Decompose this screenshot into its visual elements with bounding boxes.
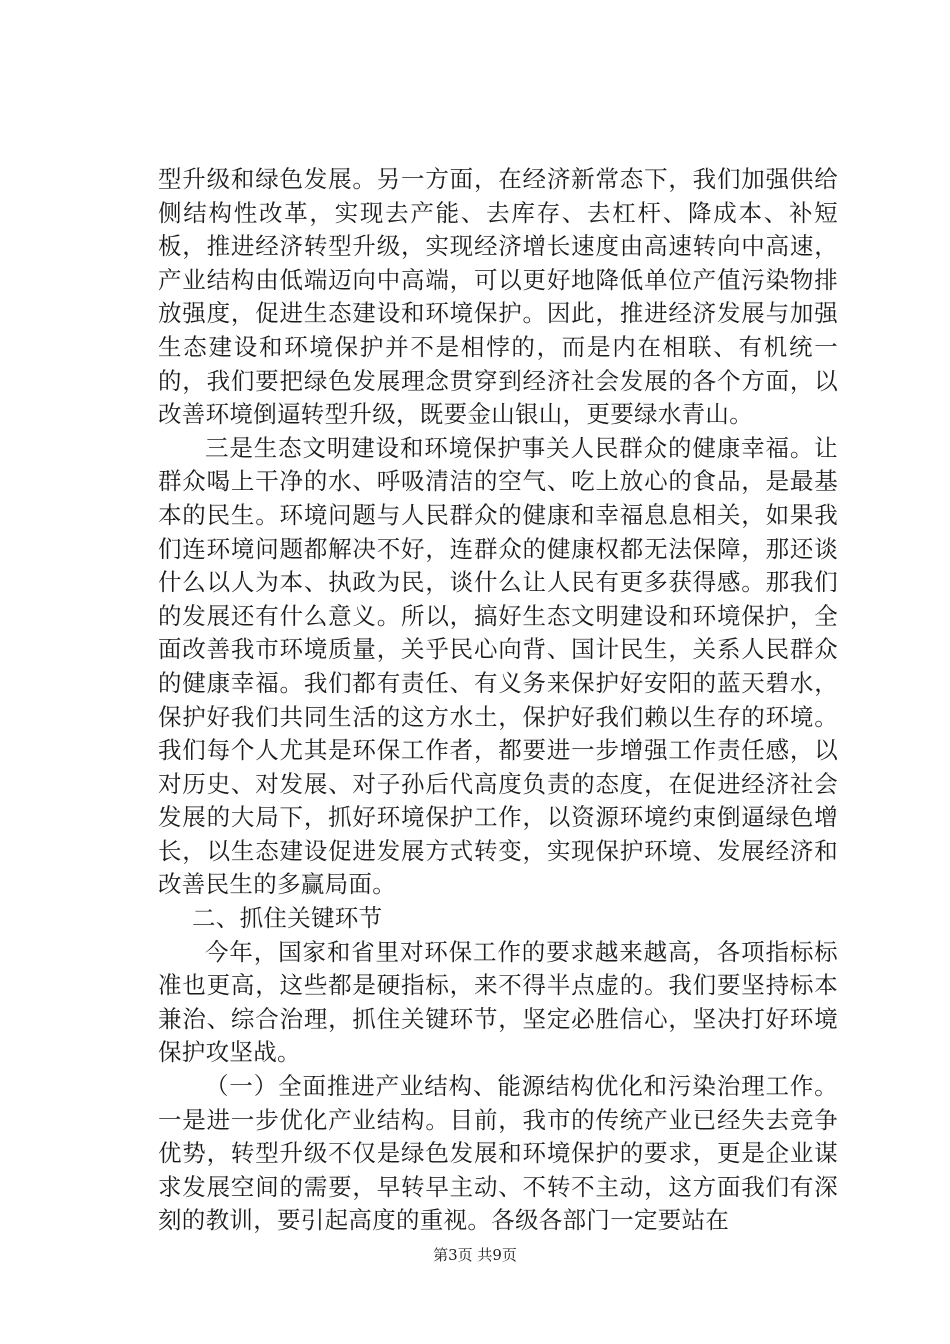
page-number-footer: 第3页 共9页 — [433, 1246, 517, 1264]
document-body — [158, 163, 838, 1238]
paragraph-intro-key-links: 今年，国家和省里对环保工作的要求越来越高，各项指标标准也更高，这些都是硬指标，来不得半点虚的。我们要坚持标本兼治、综合治理，抓住关键环节，坚定必胜信心，坚决打好环境保护攻坚战。 — [158, 937, 838, 1067]
paragraph-health-happiness: 三是生态文明建设和环境保护事关人民群众的健康幸福。让群众喝上干净的水、呼吸清洁的空气、吃上放心的食品，是最基本的民生。环境问题与人民群众的健康和幸福息息相关，如果我们连环境问题都解决不好，连群众的健康权都无法保障，那还谈什么以人为本、执政为民，谈什么让人民有更多获得感。那我们的发展还有什么意义。所以，搞好生态文明建设和环境保护，全面改善我市环境质量，关乎民心向背、国计民生，关系人民群众的健康幸福。我们都有责任、有义务来保护好安阳的蓝天碧水，保护好我们共同生活的这方水土，保护好我们赖以生存的环境。我们每个人尤其是环保工作者，都要进一步增强工作责任感，以对历史、对发展、对子孙后代高度负责的态度，在促进经济社会发展的大局下，抓好环境保护工作，以资源环境约束倒逼绿色增长，以生态建设促进发展方式转变，实现保护环境、发展经济和改善民生的多赢局面。 — [158, 433, 838, 899]
paragraph-structure-optimization: （一）全面推进产业结构、能源结构优化和污染治理工作。一是进一步优化产业结构。目前，我市的传统产业已经失去竞争优势，转型升级不仅是绿色发展和环境保护的要求，更是企业谋求发展空间的需要，早转早主动、不转不主动，这方面我们有深刻的教训，要引起高度的重视。各级各部门一定要站在 — [158, 1072, 838, 1235]
section-heading: 二、抓住关键环节 — [192, 904, 383, 933]
paragraph-continuation: 型升级和绿色发展。另一方面，在经济新常态下，我们加强供给侧结构性改革，实现去产能、去库存、去杠杆、降成本、补短板，推进经济转型升级，实现经济增长速度由高速转向中高速，产业结构由低端迈向中高端，可以更好地降低单位产值污染物排放强度，促进生态建设和环境保护。因此，推进经济发展与加强生态建设和环境保护并不是相悖的，而是内在相联、有机统一的，我们要把绿色发展理念贯穿到经济社会发展的各个方面，以改善环境倒逼转型升级，既要金山银山，更要绿水青山。 — [158, 165, 838, 429]
